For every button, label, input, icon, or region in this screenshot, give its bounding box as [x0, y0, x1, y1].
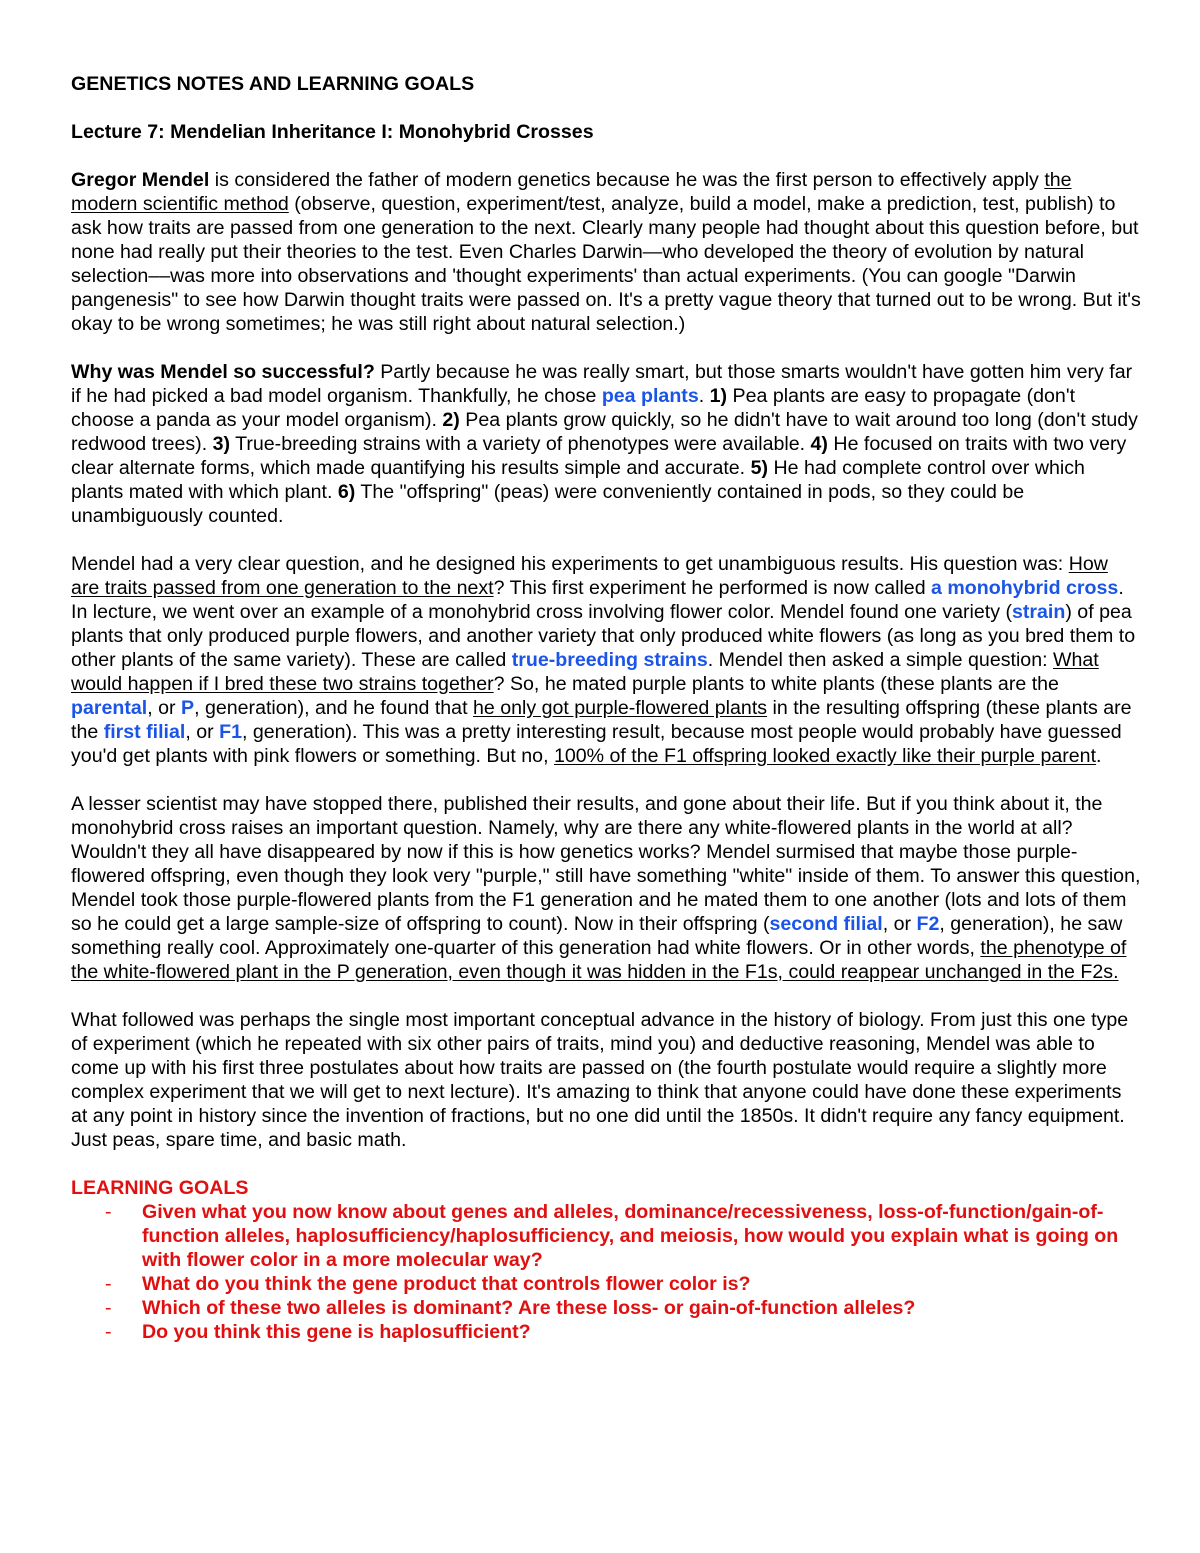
- text: , generation). This was a pretty interesting result, because most people would probably have guessed you'd get plants with pink flowers or something. But no,: [71, 721, 1122, 767]
- question-why-successful: Why was Mendel so successful?: [71, 361, 375, 383]
- text: Pea plants are easy to propagate (don't choose a panda as your model organism).: [71, 385, 1076, 431]
- dash-bullet: -: [105, 1297, 112, 1319]
- lecture-title: Lecture 7: Mendelian Inheritance I: Monohybrid Crosses: [71, 121, 594, 143]
- paragraph-conceptual-advance: [71, 1008, 1141, 1152]
- paragraph-monohybrid-cross: [71, 552, 1141, 768]
- learning-goals-list: [71, 1200, 1141, 1344]
- list-number: 4): [810, 433, 828, 455]
- learning-goal-item: [71, 1200, 1141, 1272]
- text: He had complete control over which plants mated with which plant.: [71, 457, 1085, 503]
- learning-goal-item: [71, 1320, 1141, 1344]
- paragraph-f2-generation: [71, 792, 1141, 984]
- text: A lesser scientist may have stopped there, published their results, and gone about their life. But if you think about it, the monohybrid cross raises an important question. Namely, why are there any white-flowered plants in the world at all? Wouldn't they all have disappeared by now if this is how genetics works? Mendel surmised that maybe those purple-flowered offspring, even though they look very "purple," still have something "white" inside of them. To answer this question, Mendel took those purple-flowered plants from the F1 generation and he mated them to one another (lots and lots of them so he could get a large sample-size of offspring to count). Now in their offspring (: [71, 793, 1141, 935]
- list-number: 2): [442, 409, 460, 431]
- underlined-scientific-method: the modern scientific method: [71, 169, 1072, 215]
- text: Partly because he was really smart, but those smarts wouldn't have gotten him very far if he had picked a bad model organism. Thankfully, he chose: [71, 361, 1133, 407]
- list-number: 5): [750, 457, 769, 479]
- text: What followed was perhaps the single most important conceptual advance in the history of biology. From just this one type of experiment (which he repeated with six other pairs of traits, mind you) and deductive reasoning, Mendel was able to come up with his first three postulates about how traits are passed on (the fourth postulate would require a slightly more complex experiment that we will get to next lecture). It's amazing to think that anyone could have done these experiments at any point in history since the invention of fractions, but no one did until the 1850s. It didn't require any fancy equipment. Just peas, spare time, and basic math.: [71, 1009, 1129, 1151]
- learning-goal-text: Given what you now know about genes and alleles, dominance/recessiveness, loss-of-function/gain-of-function alleles, haplosufficiency/haplosufficiency, and meiosis, how would you explain what is going on with flower color in a more molecular way?: [142, 1201, 1119, 1271]
- list-number: 6): [337, 481, 356, 503]
- paragraph-why-successful: [71, 360, 1141, 528]
- dash-bullet: -: [105, 1201, 112, 1223]
- text: .: [698, 385, 710, 407]
- underlined-question-traits: How are traits passed from one generation to the next: [71, 553, 1108, 599]
- text: True-breeding strains with a variety of phenotypes were available.: [230, 433, 811, 455]
- text: , or: [185, 721, 220, 743]
- paragraph-mendel-intro: [71, 168, 1141, 336]
- underlined-question-bred: What would happen if I bred these two strains together: [71, 649, 1099, 695]
- text: , generation), and he found that: [194, 697, 473, 719]
- term-parental: parental: [71, 697, 148, 719]
- text: Mendel had a very clear question, and he designed his experiments to get unambiguous results. His question was:: [71, 553, 1069, 575]
- text: He focused on traits with two very clear alternate forms, which made quantifying his results simple and accurate.: [71, 433, 1127, 479]
- term-gregor-mendel: Gregor Mendel: [71, 169, 210, 191]
- text: , or: [882, 913, 917, 935]
- term-p: P: [181, 697, 195, 719]
- learning-goal-text: Which of these two alleles is dominant? Are these loss- or gain-of-function alleles?: [142, 1297, 916, 1319]
- text: , or: [147, 697, 181, 719]
- term-pea-plants: pea plants: [601, 385, 699, 407]
- text: The "offspring" (peas) were conveniently contained in pods, so they could be unambiguously counted.: [71, 481, 1025, 527]
- learning-goals-title: LEARNING GOALS: [71, 1177, 249, 1199]
- dash-bullet: -: [105, 1321, 112, 1343]
- text: ) of pea plants that only produced purple flowers, and another variety that only produced white flowers (as long as you bred them to other plants of the same variety). These are called: [71, 601, 1136, 671]
- document-title: GENETICS NOTES AND LEARNING GOALS: [71, 73, 475, 95]
- term-true-breeding-strains: true-breeding strains: [511, 649, 708, 671]
- underlined-phenotype-reappear: the phenotype of the white-flowered plant in the P generation, even though it was hidden in the F1s, could reappear unchanged in the F2s.: [71, 937, 1127, 983]
- underlined-purple-result: he only got purple-flowered plants: [472, 697, 768, 719]
- dash-bullet: -: [105, 1273, 112, 1295]
- term-f2: F2: [916, 913, 940, 935]
- learning-goal-text: Do you think this gene is haplosufficient?: [142, 1321, 531, 1343]
- learning-goal-text: What do you think the gene product that controls flower color is?: [142, 1273, 751, 1295]
- text: . Mendel then asked a simple question:: [707, 649, 1053, 671]
- text: ? This first experiment he performed is now called: [493, 577, 932, 599]
- text: .: [1096, 745, 1102, 767]
- text: , generation), he saw something really cool. Approximately one-quarter of this generation had white flowers. Or in other words,: [71, 913, 1123, 959]
- term-monohybrid-cross: a monohybrid cross: [931, 577, 1119, 599]
- list-number: 1): [709, 385, 728, 407]
- learning-goal-item: [71, 1296, 1141, 1320]
- text: is considered the father of modern genetics because he was the first person to effectively apply: [209, 169, 1045, 191]
- text: Pea plants grow quickly, so he didn't have to wait around too long (don't study redwood trees).: [71, 409, 1138, 455]
- document-page: [71, 60, 1141, 1344]
- term-first-filial: first filial: [103, 721, 186, 743]
- text: . In lecture, we went over an example of a monohybrid cross involving flower color. Mendel found one variety (: [71, 577, 1124, 623]
- underlined-f1-offspring: 100% of the F1 offspring looked exactly like their purple parent: [553, 745, 1097, 767]
- text: (observe, question, experiment/test, analyze, build a model, make a prediction, test, publish) to ask how traits are passed from one generation to the next. Clearly many people had thought about this question before, but none had really put their theories to the test. Even Charles Darwin—who developed the theory of evolution by natural selection––was more into observations and 'thought experiments' than actual experiments. (You can google "Darwin pangenesis" to see how Darwin thought traits were passed on. It's a pretty vague theory that turned out to be wrong. But it's okay to be wrong sometimes; he was still right about natural selection.): [71, 193, 1141, 335]
- list-number: 3): [212, 433, 231, 455]
- term-f1: F1: [219, 721, 242, 743]
- term-strain: strain: [1011, 601, 1066, 623]
- text: in the resulting offspring (these plants are the: [71, 697, 1132, 743]
- learning-goal-item: [71, 1272, 1141, 1296]
- term-second-filial: second filial: [769, 913, 883, 935]
- text: ? So, he mated purple plants to white plants (these plants are the: [493, 673, 1059, 695]
